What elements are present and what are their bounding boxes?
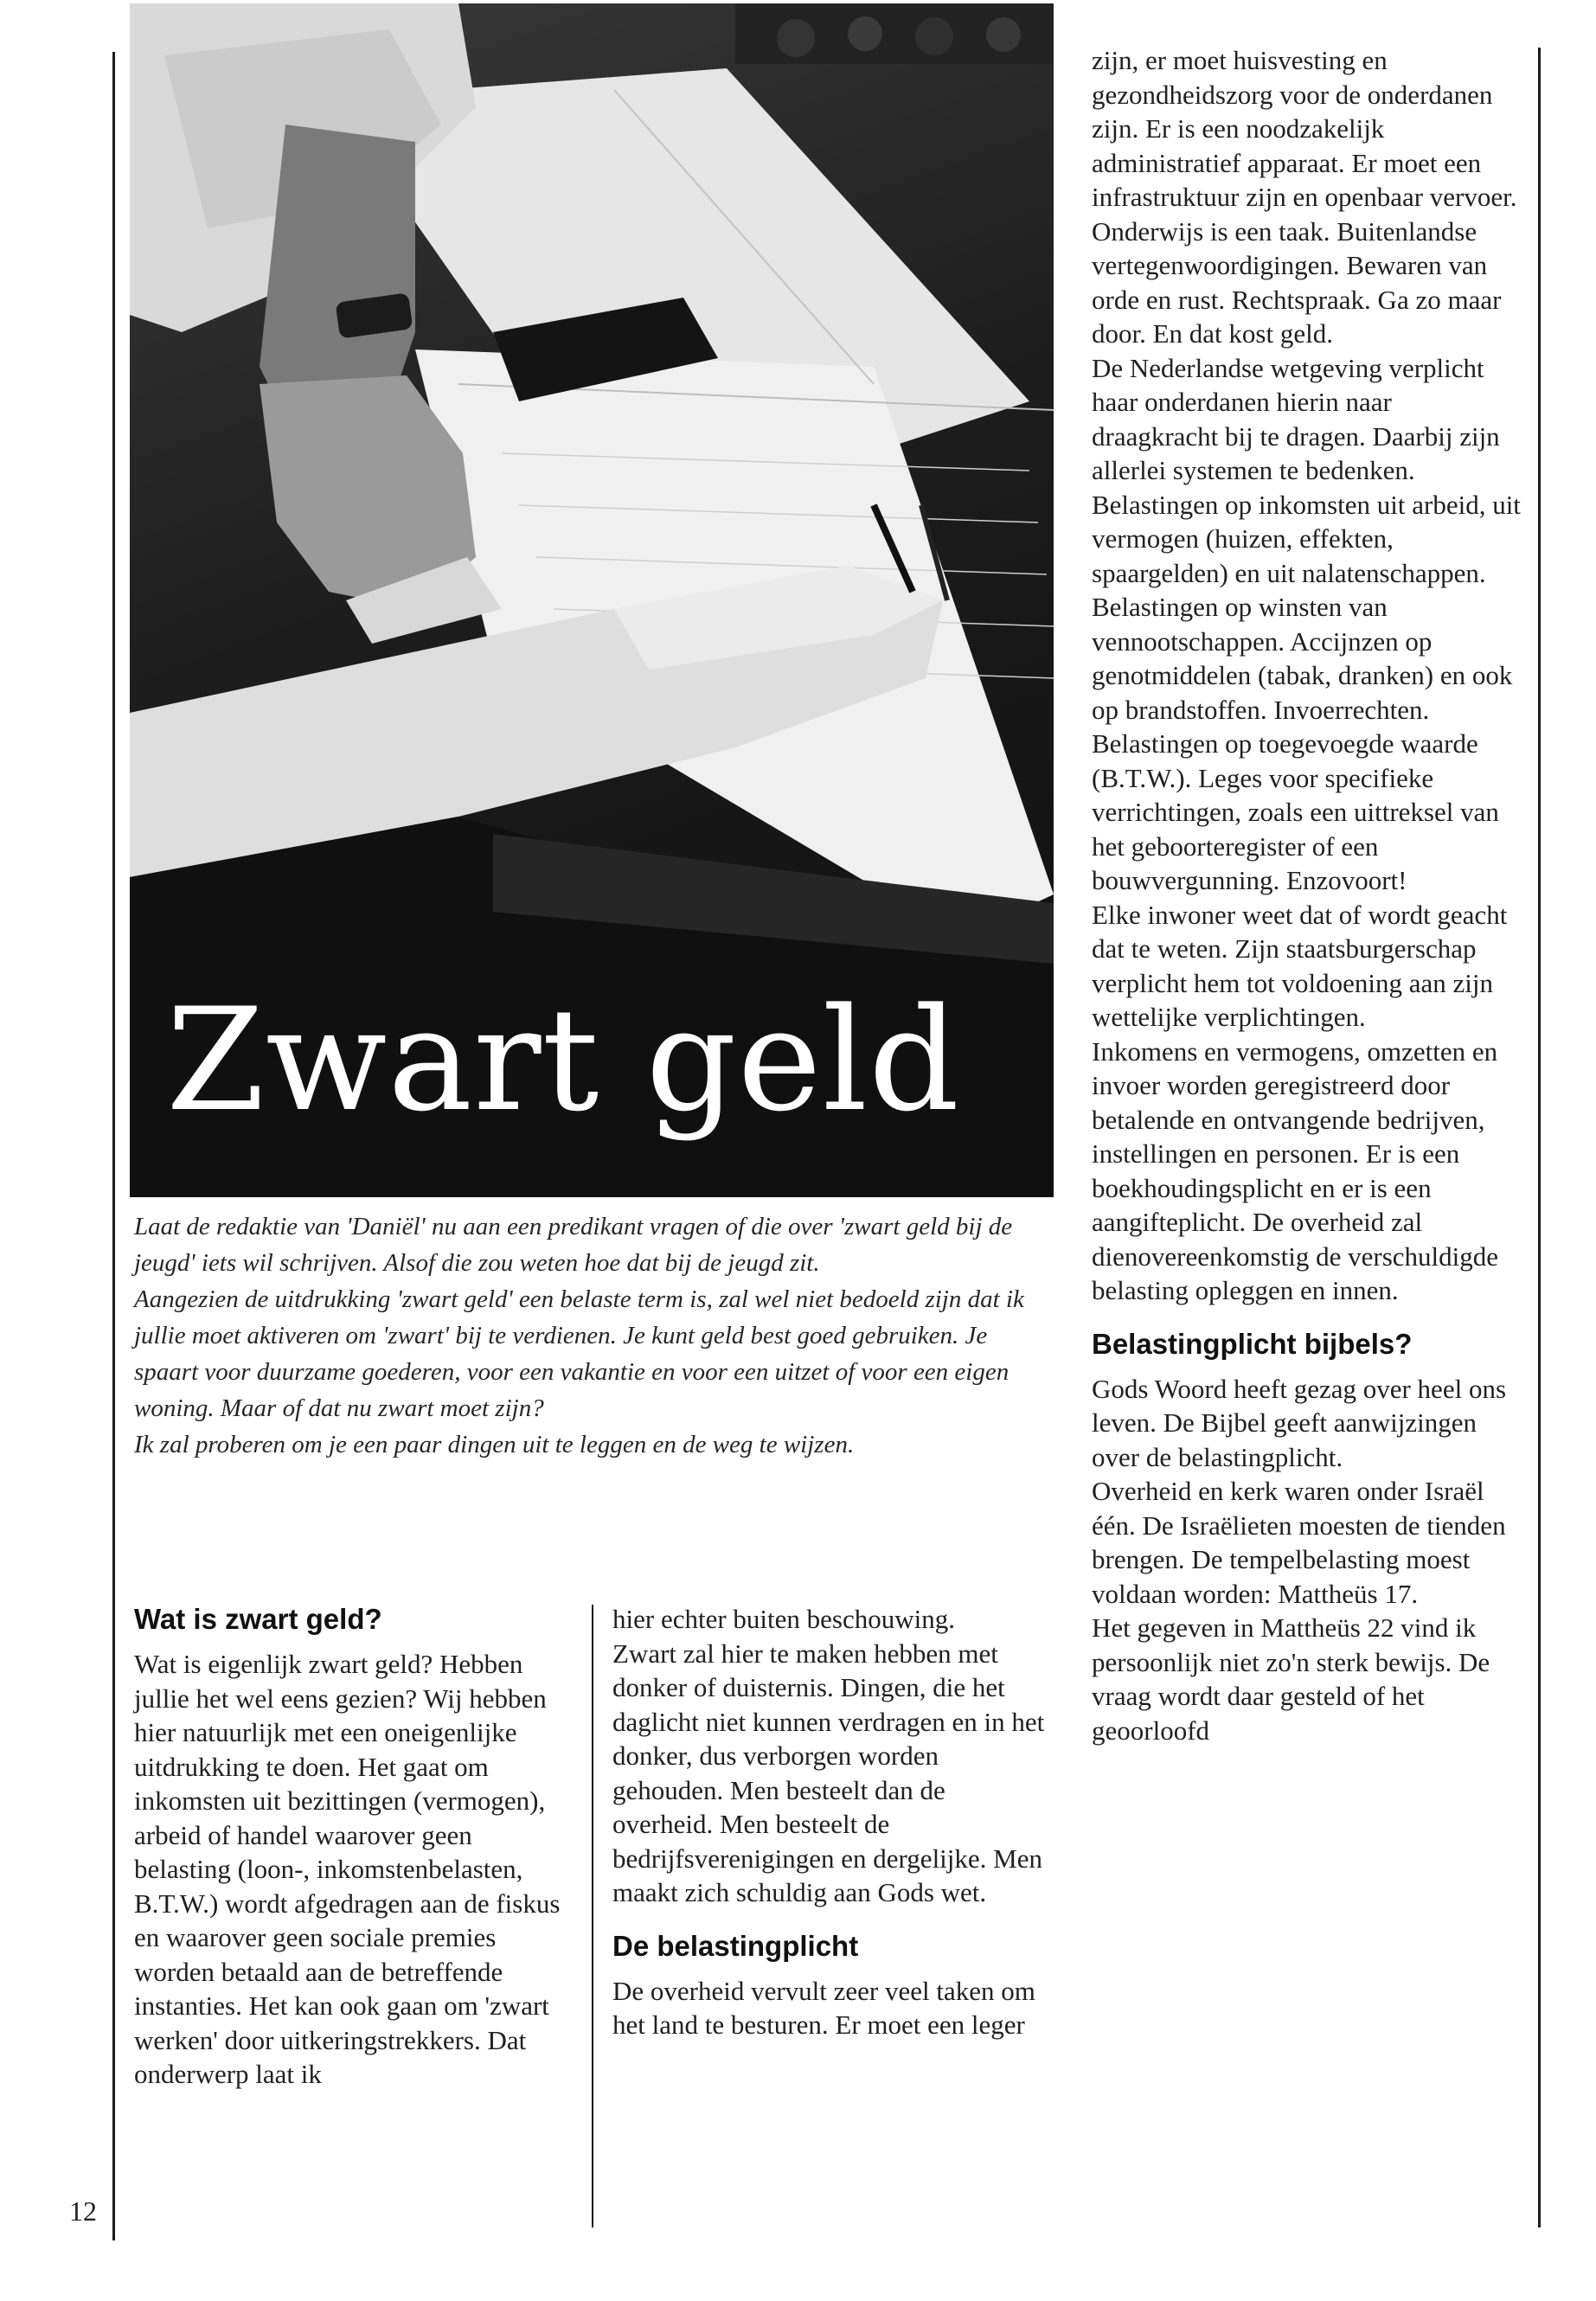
intro-paragraph: Laat de redaktie van 'Daniël' nu aan een predikant vragen of die over 'zwart geld bij de jeugd' iets wil schrijven. Alsof die zou weten hoe dat bij de jeugd zit. <box>134 1213 1013 1277</box>
body-paragraph: Elke inwoner weet dat of wordt geacht dat te weten. Zijn staatsburgerschap verplicht hem tot voldoening aan zijn wettelijke verplichtingen. <box>1092 899 1508 1032</box>
body-paragraph: zijn, er moet huisvesting en gezondheidszorg voor de onderdanen zijn. Er is een noodzakelijk administratief apparaat. Er moet een infrastruktuur zijn en openbaar vervoer. Onderwijs is een taak. Buitenlandse vertegenwoordigingen. Bewaren van orde en rust. Rechtspraak. Ga zo maar door. En dat kost geld. <box>1092 45 1517 349</box>
header-photo <box>130 3 1054 1197</box>
body-paragraph: Overheid en kerk waren onder Israël één. De Israëlieten moesten de tienden brengen. De tempelbelasting moest voldaan worden: Mattheüs 17. <box>1092 1476 1506 1609</box>
article-title: Zwart geld <box>166 977 961 1143</box>
body-paragraph: De overheid vervult zeer veel taken om het land te besturen. Er moet een leger <box>612 1975 1035 2040</box>
article-column-2 <box>612 1602 1045 2042</box>
column-divider-rule <box>592 1605 593 2227</box>
intro-paragraph: Ik zal proberen om je een paar dingen uit te leggen en de weg te wijzen. <box>134 1431 855 1458</box>
intro-paragraph: Aangezien de uitdrukking 'zwart geld' een belaste term is, zal wel niet bedoeld zijn dat ik jullie moet aktiveren om 'zwart' bij te verdienen. Je kunt geld best goed gebruiken. Je spaart voor duurzame goederen, voor een vakantie en voor een uitzet of voor een eigen woning. Maar of dat nu zwart moet zijn? <box>134 1285 1024 1422</box>
body-paragraph: Het gegeven in Mattheüs 22 vind ik persoonlijk niet zo'n sterk bewijs. De vraag wordt daar gesteld of het geoorloofd <box>1092 1612 1490 1746</box>
body-paragraph: Gods Woord heeft gezag over heel ons leven. De Bijbel geeft aanwijzingen over de belastingplicht. <box>1092 1373 1507 1472</box>
body-paragraph: hier echter buiten beschouwing. <box>612 1604 955 1634</box>
section-heading: De belastingplicht <box>612 1929 859 1962</box>
body-paragraph: Inkomens en vermogens, omzetten en invoer worden geregistreerd door betalende en ontvangende bedrijven, instellingen en personen. Er is een boekhoudingsplicht en er is een aangifteplicht. De overheid zal dienovereenkomstig de verschuldigde belasting opleggen en innen. <box>1092 1035 1499 1305</box>
right-margin-rule <box>1538 48 1541 2227</box>
page-number: 12 <box>69 2195 97 2227</box>
left-margin-rule <box>112 52 115 2240</box>
section-heading: Wat is zwart geld? <box>134 1603 382 1635</box>
section-heading: Belastingplicht bijbels? <box>1092 1327 1413 1360</box>
article-column-3 <box>1092 43 1524 1747</box>
intro-block <box>134 1208 1034 1463</box>
article-column-1 <box>134 1602 567 2092</box>
body-paragraph: Wat is eigenlijk zwart geld? Hebben jullie het wel eens gezien? Wij hebben hier natuurlijk met een oneigenlijke uitdrukking te doen. Het gaat om inkomsten uit bezittingen (vermogen), arbeid of handel waarover geen belasting (loon-, inkomstenbelasten, B.T.W.) wordt afgedragen aan de fiskus en waarover geen sociale premies worden betaald aan de betreffende instanties. Het kan ook gaan om 'zwart werken' door uitkeringstrekkers. Dat onderwerp laat ik <box>134 1649 561 2089</box>
body-paragraph: De Nederlandse wetgeving verplicht haar onderdanen hierin naar draagkracht bij te dragen. Daarbij zijn allerlei systemen te bedenken. Belastingen op inkomsten uit arbeid, uit vermogen (huizen, effekten, spaargelden) en uit nalatenschappen. Belastingen op winsten van vennootschappen. Accijnzen op genotmiddelen (tabak, dranken) en ook op brandstoffen. Invoerrechten. Belastingen op toegevoegde waarde (B.T.W.). Leges voor specifieke verrichtingen, zoals een uittreksel van het geboorteregister of een bouwvergunning. Enzovoort! <box>1092 352 1521 895</box>
body-paragraph: Zwart zal hier te maken hebben met donker of duisternis. Dingen, die het daglicht niet kunnen verdragen en in het donker, dus verborgen worden gehouden. Men besteelt dan de overheid. Men besteelt de bedrijfsverenigingen en dergelijke. Men maakt zich schuldig aan Gods wet. <box>612 1638 1045 1907</box>
